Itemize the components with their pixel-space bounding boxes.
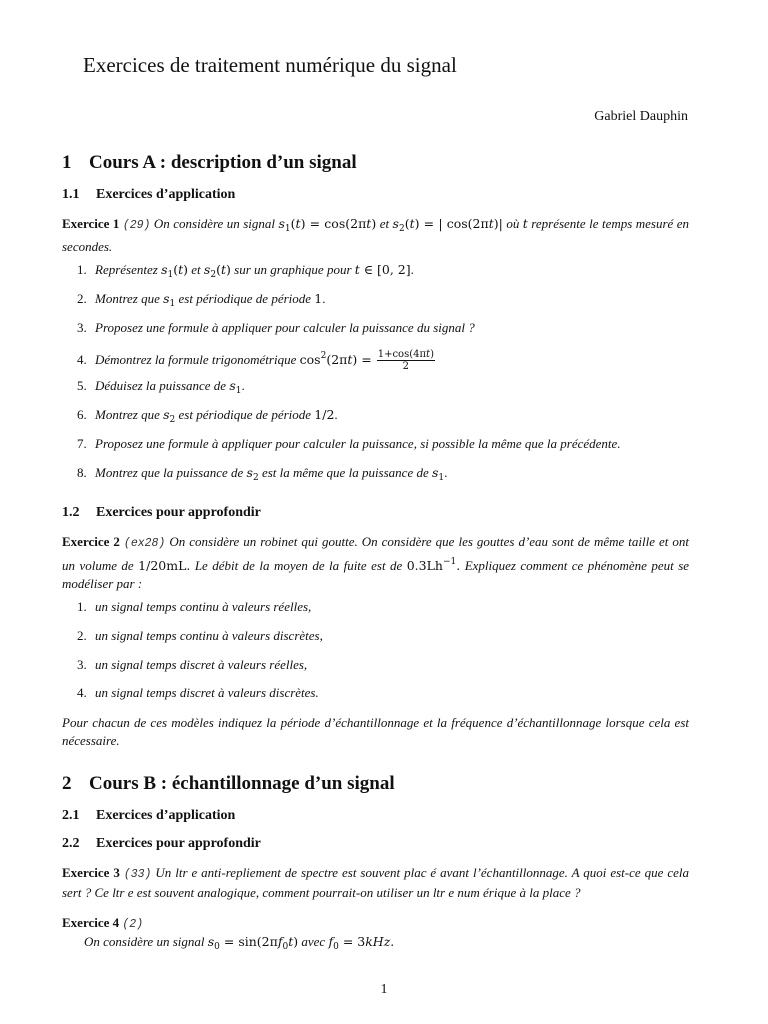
- list-item: 6. Montrez que $s_2$ est périodique de période 1/2.: [77, 407, 338, 425]
- exercise-text: Un ltr e anti-repliement de spectre est souvent plac é avant l’échantillonnage. A quoi est-ce que cela sert ? Ce ltr e est souvent analogique, comment pourrait-on utiliser un ltr e num érique à la place ?: [62, 865, 689, 900]
- math-formula: $0.3Lh^{-1}$.: [406, 557, 461, 573]
- subsection-title: Exercices d’application: [96, 808, 236, 823]
- item-text: Proposez une formule à appliquer pour calculer la puissance, si possible la même que la précédente.: [95, 436, 621, 451]
- math-formula: $s_1$: [229, 378, 242, 396]
- document-title: Exercices de traitement numérique du signal: [83, 53, 457, 77]
- subsection-number: 1.2: [62, 505, 80, 520]
- section-number: 1: [62, 152, 72, 173]
- math-formula: t ∈ [0, 2]: [354, 262, 411, 277]
- exercise-ref: (29): [122, 219, 151, 232]
- section-title: Cours A : description d’un signal: [89, 152, 357, 173]
- list-item: [77, 349, 436, 372]
- exercise-label: Exercice 1: [62, 216, 120, 231]
- math-formula: 1/2: [314, 407, 335, 422]
- math-formula: 1: [314, 291, 323, 306]
- fraction: $\frac{1+\cos(4\pi t)}{2}$: [377, 349, 434, 372]
- exercise-ref: (ex28): [123, 537, 166, 550]
- exercise-text: On considère un signal: [153, 216, 276, 231]
- exercise-4-header: [62, 914, 689, 934]
- subsection-heading-2-2: [62, 836, 261, 852]
- math-formula: $s_2$: [246, 465, 259, 483]
- exercise-text: Expliquez comment ce phénomène peut se modéliser par :: [62, 558, 690, 591]
- item-text: un signal temps discret à valeurs discrètes.: [95, 685, 319, 700]
- item-number: 5.: [77, 378, 87, 393]
- section-title: Cours B : échantillonnage d’un signal: [89, 773, 395, 794]
- item-text: Montrez que: [95, 291, 160, 306]
- exercise-label: Exercice 3: [62, 865, 120, 880]
- subsection-title: Exercices pour approfondir: [96, 505, 261, 520]
- item-number: 4.: [77, 352, 87, 367]
- math-formula: $s_1(t) = \cos(2\pi t)$: [278, 216, 377, 234]
- section-heading-1: [62, 152, 357, 174]
- item-text: est périodique de période: [178, 291, 312, 306]
- item-number: 1.: [77, 262, 87, 277]
- list-item: [77, 657, 307, 673]
- item-text: Montrez que: [95, 407, 160, 422]
- exercise-label: Exercice 4: [62, 915, 120, 930]
- exercise-label: Exercice 2: [62, 534, 120, 549]
- math-formula: $s_1(t)$: [161, 262, 189, 280]
- exercise-text: avec: [301, 934, 326, 949]
- list-item: [77, 320, 475, 336]
- item-number: 2.: [77, 628, 87, 643]
- exercise-4-statement: [84, 933, 689, 956]
- exercise-text: où: [506, 216, 520, 231]
- item-text: Représentez: [95, 262, 158, 277]
- item-number: 7.: [77, 436, 87, 451]
- exercise-2-closing: Pour chacun de ces modèles indiquez la période d’échantillonnage et la fréquence d’échantillonnage lorsque cela est nécessaire.: [62, 715, 689, 748]
- list-item: 8. Montrez que la puissance de $s_2$ est la même que la puissance de $s_1$.: [77, 465, 448, 483]
- section-number: 2: [62, 773, 72, 794]
- section-heading-2: [62, 773, 395, 795]
- item-text: un signal temps continu à valeurs réelles,: [95, 599, 312, 614]
- math-formula: $s_1$: [431, 465, 445, 483]
- subsection-number: 1.1: [62, 187, 80, 202]
- item-text: Déduisez la puissance de: [95, 378, 227, 393]
- author-name: Gabriel Dauphin: [594, 109, 688, 124]
- subsection-title: Exercices d’application: [96, 187, 236, 202]
- math-formula: $f_0 = 3kHz$.: [328, 934, 395, 952]
- math-variable: t: [522, 216, 528, 231]
- exercise-2-statement: [62, 533, 689, 593]
- subsection-title: Exercices pour approfondir: [96, 836, 261, 851]
- math-formula: $\cos^2(2\pi t)$ = $\frac{1+\cos(4\pi t)}{2}$: [299, 349, 434, 372]
- list-item: [77, 685, 319, 701]
- item-text: un signal temps discret à valeurs réelles,: [95, 657, 308, 672]
- subsection-number: 2.2: [62, 836, 80, 851]
- subsection-heading-1-2: [62, 505, 261, 521]
- subsection-number: 2.1: [62, 808, 80, 823]
- exercise-ref: (2): [122, 918, 144, 931]
- math-formula: $s_2(t)$: [203, 262, 231, 280]
- item-text: Démontrez la formule trigonométrique: [95, 352, 297, 367]
- exercise-text: et: [379, 216, 390, 231]
- subsection-heading-2-1: [62, 808, 235, 824]
- exercise-text: On considère un signal: [84, 934, 205, 949]
- list-item: 1. Représentez $s_1(t)$ et $s_2(t)$ sur un graphique pour t ∈ [0, 2].: [77, 262, 414, 280]
- item-number: 2.: [77, 291, 87, 306]
- list-item: [77, 599, 311, 615]
- item-text: Montrez que la puissance de: [95, 465, 244, 480]
- list-item: [77, 436, 621, 452]
- math-formula: $s_2$: [163, 407, 176, 425]
- math-formula: $s_2(t)$ = | cos(2πt)|: [392, 216, 503, 234]
- math-formula: $s_0 = \sin(2\pi f_0t)$: [207, 934, 299, 952]
- item-text: et: [191, 262, 201, 277]
- item-number: 4.: [77, 685, 87, 700]
- item-text: Proposez une formule à appliquer pour calculer la puissance du signal ?: [95, 320, 475, 335]
- list-item: 5. Déduisez la puissance de $s_1$.: [77, 378, 245, 396]
- item-number: 3.: [77, 320, 87, 335]
- exercise-3-statement: [62, 864, 689, 902]
- exercise-text: représente le temps mesuré en secondes.: [62, 216, 690, 254]
- item-text: sur un graphique pour: [234, 262, 352, 277]
- exercise-text: On considère un robinet qui goutte. On considère que les gouttes d’eau sont de même taille et ont un volume de: [62, 534, 690, 573]
- item-text: un signal temps continu à valeurs discrètes,: [95, 628, 323, 643]
- exercise-ref: (33): [123, 868, 152, 881]
- math-formula: $s_1$: [163, 291, 176, 309]
- item-text: est périodique de période: [178, 407, 312, 422]
- list-item: [77, 628, 323, 644]
- exercise-text: Le débit de la moyen de la fuite est de: [194, 558, 403, 573]
- item-number: 3.: [77, 657, 87, 672]
- item-number: 6.: [77, 407, 87, 422]
- subsection-heading-1-1: [62, 187, 235, 203]
- list-item: 2. Montrez que $s_1$ est périodique de période 1.: [77, 291, 326, 309]
- page-number: 1: [380, 982, 388, 997]
- item-text: est la même que la puissance de: [261, 465, 429, 480]
- exercise-1-statement: [62, 215, 689, 256]
- item-number: 1.: [77, 599, 87, 614]
- item-number: 8.: [77, 465, 87, 480]
- math-formula: 1/20mL.: [138, 558, 191, 573]
